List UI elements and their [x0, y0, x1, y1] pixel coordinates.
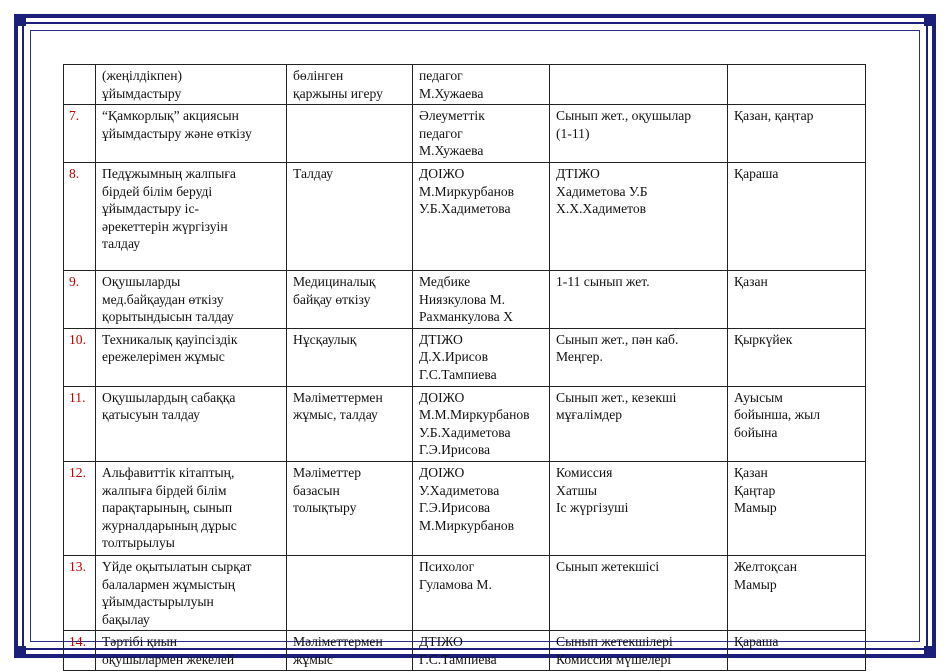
cell-line: ДТІЖО	[556, 165, 600, 181]
form-cell	[287, 270, 413, 328]
cell-line	[556, 67, 721, 85]
event-cell	[96, 270, 287, 328]
event-cell	[96, 328, 287, 386]
cell-line: толтырылуы	[102, 535, 175, 551]
event-cell	[96, 631, 287, 671]
cell-line: (1-11)	[556, 125, 590, 141]
cell-line: Медбике	[419, 273, 471, 289]
cell-line: Г.Э.Ирисова	[419, 500, 491, 516]
time-cell	[728, 105, 866, 163]
form-cell	[287, 461, 413, 555]
cell-line: Г.Э.Ирисова	[419, 442, 491, 458]
cell-line	[293, 558, 406, 576]
cell-line: Оқушылардың сабаққа	[102, 389, 236, 405]
time-cell	[728, 386, 866, 461]
cell-line: ұйымдастыру және өткізу	[102, 125, 252, 141]
cell-line: Оқушыларды	[102, 273, 181, 289]
cell-line: Әлеуметтік	[419, 108, 485, 124]
cell-line: жұмыс	[293, 651, 333, 667]
cell-line: Сынып жет., пән каб.	[556, 331, 679, 347]
cell-line	[293, 107, 406, 125]
responsible-cell	[413, 555, 550, 630]
cell-line: бақылау	[102, 611, 150, 627]
cell-line: педагог	[419, 68, 463, 83]
cell-line: Желтоқсан	[734, 558, 797, 574]
cell-line: (жеңілдікпен)	[102, 68, 183, 83]
border-corner-top-right	[924, 14, 936, 26]
cell-line: Іс жүргізуші	[556, 500, 629, 516]
cell-line: Сынып жет., оқушылар	[556, 108, 692, 124]
cell-line	[734, 67, 859, 85]
cell-line: Мәліметтермен	[293, 634, 383, 650]
cell-line: У.Б.Хадиметова	[419, 424, 511, 440]
responsible-cell	[413, 105, 550, 163]
cell-line: талдау	[102, 236, 141, 252]
cell-line: Комиссия мүшелері	[556, 651, 672, 667]
cell-line: 1-11 сынып жет.	[556, 273, 650, 289]
audience-cell	[550, 162, 728, 270]
table-row	[64, 328, 866, 386]
responsible-cell	[413, 386, 550, 461]
table-row	[64, 270, 866, 328]
time-cell	[728, 270, 866, 328]
cell-line: М.М.Миркурбанов	[419, 407, 530, 423]
form-cell	[287, 105, 413, 163]
audience-cell	[550, 631, 728, 671]
cell-line: Сынып жетекшілері	[556, 634, 673, 650]
cell-line: Мәліметтермен	[293, 389, 383, 405]
form-cell	[287, 386, 413, 461]
audience-cell	[550, 461, 728, 555]
event-cell	[96, 555, 287, 630]
table-row	[64, 105, 866, 163]
border-corner-bottom-right	[924, 646, 936, 658]
cell-line: жұмыс, талдау	[293, 407, 378, 423]
cell-line: Д.Х.Ирисов	[419, 349, 489, 365]
cell-line: М.Миркурбанов	[419, 517, 515, 533]
cell-line: Мәліметтер	[293, 464, 362, 480]
audience-cell	[550, 65, 728, 105]
cell-line: У.Хадиметова	[419, 482, 500, 498]
table-row	[64, 65, 866, 105]
cell-line: толықтыру	[293, 500, 357, 516]
cell-line: Үйде оқытылатын сырқат	[102, 558, 252, 574]
form-cell	[287, 555, 413, 630]
cell-line: Рахманкулова Х	[419, 309, 513, 325]
cell-line: балалармен жұмыстың	[102, 576, 236, 592]
cell-line: Техникалық қауіпсіздік	[102, 331, 238, 347]
cell-line: Хадиметова У.Б	[556, 183, 648, 199]
cell-line: қаржыны игеру	[293, 85, 383, 101]
cell-line: жалпыға бірдей білім	[102, 482, 227, 498]
event-cell	[96, 162, 287, 270]
row-number-cell: 8.	[64, 162, 96, 270]
row-number-cell: 11.	[64, 386, 96, 461]
responsible-cell	[413, 65, 550, 105]
cell-line: оқушылармен жекелей	[102, 651, 235, 667]
border-corner-top-left	[14, 14, 26, 26]
form-cell	[287, 162, 413, 270]
cell-line: Қазан, қаңтар	[734, 108, 814, 124]
cell-line: М.Хужаева	[419, 85, 484, 101]
table-row	[64, 162, 866, 270]
event-cell	[96, 386, 287, 461]
cell-line: Х.Х.Хадиметов	[556, 201, 647, 217]
row-number-cell: 14.	[64, 631, 96, 671]
responsible-cell	[413, 328, 550, 386]
cell-line: Қазан	[734, 273, 768, 289]
audience-cell	[550, 105, 728, 163]
border-corner-bottom-left	[14, 646, 26, 658]
row-number-cell: 13.	[64, 555, 96, 630]
cell-line: ұйымдастырылуын	[102, 594, 214, 610]
cell-line: Сынып жетекшісі	[556, 558, 660, 574]
cell-line: Мамыр	[734, 576, 777, 592]
cell-line: Хатшы	[556, 482, 598, 498]
form-cell	[287, 631, 413, 671]
row-number-cell: 7.	[64, 105, 96, 163]
responsible-cell	[413, 631, 550, 671]
row-number-cell: 9.	[64, 270, 96, 328]
cell-line: Гуламова М.	[419, 576, 492, 592]
audience-cell	[550, 555, 728, 630]
event-cell	[96, 105, 287, 163]
plan-table	[63, 64, 866, 671]
responsible-cell	[413, 461, 550, 555]
responsible-cell	[413, 162, 550, 270]
cell-line: Нұсқаулық	[293, 331, 357, 347]
cell-line: Комиссия	[556, 464, 613, 480]
cell-line: Мамыр	[734, 500, 777, 516]
cell-line: Меңгер.	[556, 349, 603, 365]
cell-line: ДТІЖО	[419, 634, 463, 650]
cell-line: Қыркүйек	[734, 331, 793, 347]
time-cell	[728, 631, 866, 671]
time-cell	[728, 555, 866, 630]
plan-table-container	[63, 64, 865, 667]
audience-cell	[550, 328, 728, 386]
cell-line: бөлінген	[293, 68, 344, 83]
cell-line: Қараша	[734, 165, 779, 181]
cell-line: Қараша	[734, 634, 779, 650]
audience-cell	[550, 270, 728, 328]
form-cell	[287, 328, 413, 386]
cell-line: Психолог	[419, 558, 475, 574]
cell-line: педагог	[419, 125, 463, 141]
cell-line: ұйымдастыру	[102, 85, 182, 101]
row-number-cell: 10.	[64, 328, 96, 386]
cell-line: бірдей білім беруді	[102, 183, 213, 199]
cell-line: мұғалімдер	[556, 407, 623, 423]
cell-line: Медициналық	[293, 273, 376, 289]
table-row	[64, 555, 866, 630]
cell-line: М.Хужаева	[419, 143, 484, 159]
cell-line: “Қамкорлық” акциясын	[102, 108, 239, 124]
time-cell	[728, 65, 866, 105]
cell-line: Талдау	[293, 165, 333, 181]
cell-line: Г.С.Тампиева	[419, 366, 497, 382]
cell-line: бойынша, жыл	[734, 407, 821, 423]
time-cell	[728, 461, 866, 555]
cell-line: У.Б.Хадиметова	[419, 201, 511, 217]
form-cell	[287, 65, 413, 105]
responsible-cell	[413, 270, 550, 328]
table-row	[64, 386, 866, 461]
cell-line: мед.байқаудан өткізу	[102, 291, 224, 307]
cell-line: қорытындысын талдау	[102, 309, 234, 325]
cell-line: Ауысым	[734, 389, 783, 405]
event-cell	[96, 65, 287, 105]
cell-line: парақтарының, сынып	[102, 500, 233, 516]
table-row	[64, 631, 866, 671]
cell-line: Педұжымның жалпыға	[102, 165, 236, 181]
cell-line: ДТІЖО	[419, 331, 463, 347]
time-cell	[728, 328, 866, 386]
cell-line: Қаңтар	[734, 482, 776, 498]
cell-line: ДОІЖО	[419, 389, 465, 405]
event-cell	[96, 461, 287, 555]
cell-line: Қазан	[734, 464, 768, 480]
audience-cell	[550, 386, 728, 461]
cell-line: журналдарының дұрыс	[102, 517, 237, 533]
cell-line: ДОІЖО	[419, 464, 465, 480]
cell-line: Ниязкулова М.	[419, 291, 506, 307]
cell-line: М.Миркурбанов	[419, 183, 515, 199]
cell-line: Тәртібі қиын	[102, 634, 178, 650]
cell-line: қатысуын талдау	[102, 407, 200, 423]
cell-line: Г.С.Тампиева	[419, 651, 497, 667]
cell-line: бойына	[734, 424, 778, 440]
cell-line: ДОІЖО	[419, 165, 465, 181]
table-row	[64, 461, 866, 555]
cell-line: ережелерімен жұмыс	[102, 349, 225, 365]
cell-line: базасын	[293, 482, 340, 498]
cell-line: байқау өткізу	[293, 291, 371, 307]
row-number-cell: 12.	[64, 461, 96, 555]
cell-line: Альфавиттік кітаптың,	[102, 464, 235, 480]
cell-line: Сынып жет., кезекші	[556, 389, 677, 405]
cell-line: әрекеттерін жүргізуін	[102, 218, 228, 234]
cell-line: ұйымдастыру іс-	[102, 201, 200, 217]
time-cell	[728, 162, 866, 270]
row-number-cell	[64, 65, 96, 105]
